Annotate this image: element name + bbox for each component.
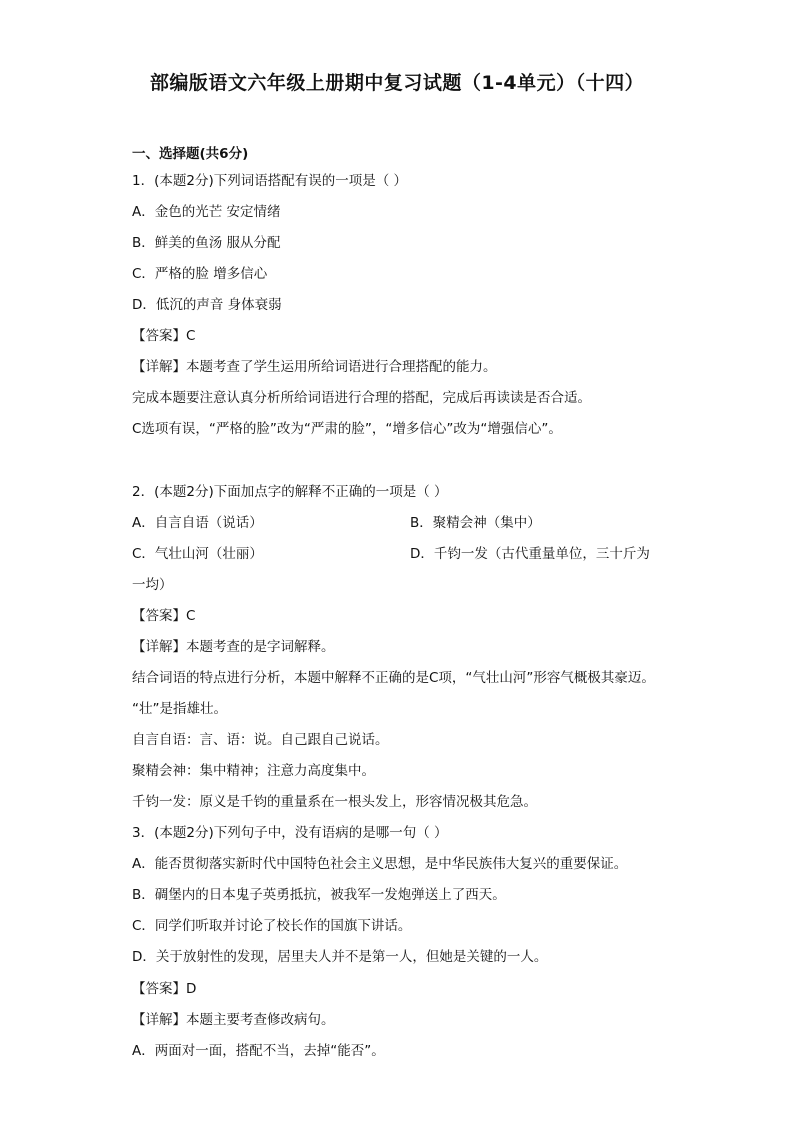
question-2-explanation-4: 聚精会神：集中精神；注意力高度集中。 — [132, 763, 375, 779]
question-2-option-c: C．气壮山河（壮丽） — [132, 546, 263, 562]
question-1-option-a: A．金色的光芒 安定情绪 — [132, 204, 281, 220]
question-3-option-a: A．能否贯彻落实新时代中国特色社会主义思想，是中华民族伟大复兴的重要保证。 — [132, 856, 628, 872]
question-2-explanation-2: “壮”是指雄壮。 — [132, 701, 227, 717]
question-2-explanation-3: 自言自语：言、语：说。自己跟自己说话。 — [132, 732, 389, 748]
document-title: 部编版语文六年级上册期中复习试题（1-4单元）（十四） — [149, 72, 645, 94]
question-2-option-d: D．千钧一发（古代重量单位，三十斤为 — [410, 546, 650, 562]
question-1-option-d: D．低沉的声音 身体衰弱 — [132, 297, 282, 313]
question-2-explanation-1: 结合词语的特点进行分析，本题中解释不正确的是C项，“气壮山河”形容气概极其豪迈。 — [132, 670, 655, 686]
question-1-stem: 1．(本题2分)下列词语搭配有误的一项是（ ） — [132, 173, 408, 189]
question-3-answer: 【答案】D — [132, 981, 197, 997]
question-1-explanation-2: C选项有误，“严格的脸”改为“严肃的脸”，“增多信心”改为“增强信心”。 — [132, 421, 562, 437]
question-2-detail: 【详解】本题考查的是字词解释。 — [132, 639, 335, 655]
section-heading: 一、选择题(共6分) — [132, 146, 249, 162]
question-2-option-b: B．聚精会神（集中） — [410, 515, 541, 531]
question-2-answer: 【答案】C — [132, 608, 196, 624]
question-3-explanation-1: A．两面对一面，搭配不当，去掉“能否”。 — [132, 1043, 385, 1059]
question-1-option-b: B．鲜美的鱼汤 服从分配 — [132, 235, 281, 251]
question-1-detail: 【详解】本题考查了学生运用所给词语进行合理搭配的能力。 — [132, 359, 497, 375]
question-1-answer: 【答案】C — [132, 328, 196, 344]
question-3-option-d: D．关于放射性的发现，居里夫人并不是第一人，但她是关键的一人。 — [132, 949, 548, 965]
question-2-explanation-5: 千钧一发：原义是千钧的重量系在一根头发上，形容情况极其危急。 — [132, 794, 537, 810]
question-3-option-c: C．同学们听取并讨论了校长作的国旗下讲话。 — [132, 918, 412, 934]
question-1-explanation-1: 完成本题要注意认真分析所给词语进行合理的搭配，完成后再读读是否合适。 — [132, 390, 591, 406]
question-1-option-c: C．严格的脸 增多信心 — [132, 266, 268, 282]
question-3-detail: 【详解】本题主要考查修改病句。 — [132, 1012, 335, 1028]
question-2-stem: 2．(本题2分)下面加点字的解释不正确的一项是（ ） — [132, 484, 448, 500]
question-3-stem: 3．(本题2分)下列句子中，没有语病的是哪一句（ ） — [132, 825, 448, 841]
question-2-option-d-continued: 一均） — [132, 577, 173, 593]
question-2-option-a: A．自言自语（说话） — [132, 515, 263, 531]
question-3-option-b: B．碉堡内的日本鬼子英勇抵抗，被我军一发炮弹送上了西天。 — [132, 887, 506, 903]
